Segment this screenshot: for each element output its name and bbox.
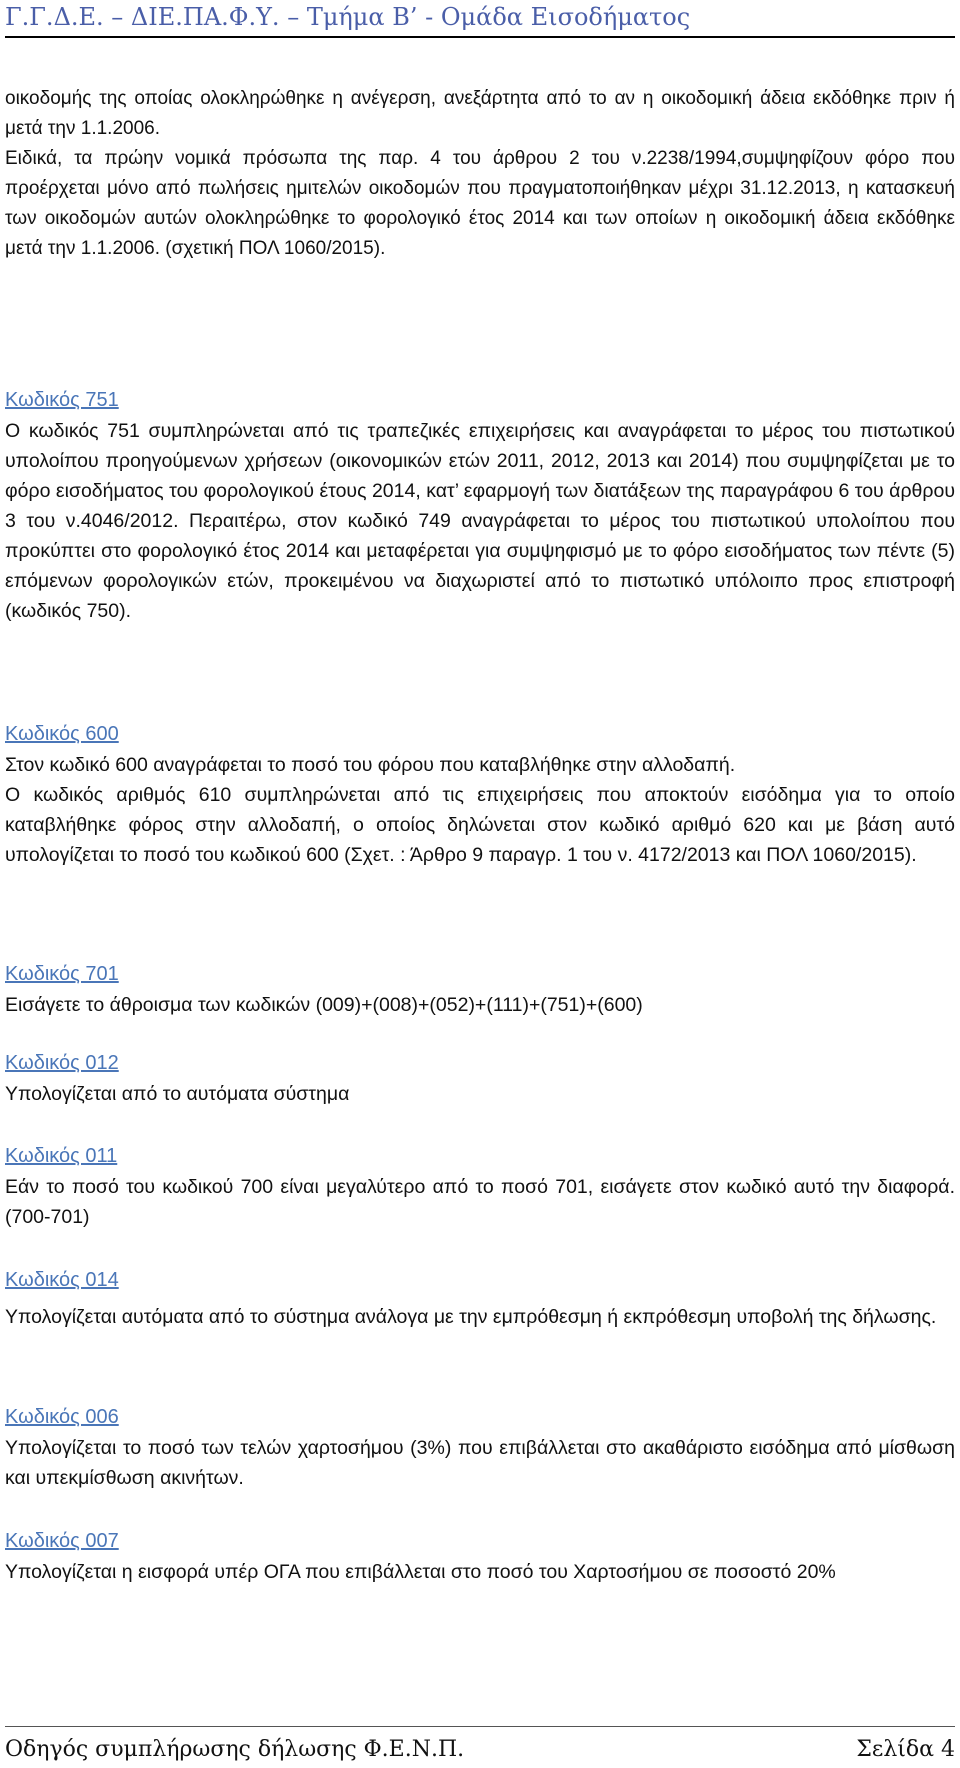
section-paragraph: Υπολογίζεται η εισφορά υπέρ ΟΓΑ που επιβάλλεται στο ποσό του Χαρτοσήμου σε ποσοστό 20% — [5, 1561, 836, 1583]
intro-paragraph: οικοδομής της οποίας ολοκληρώθηκε η ανέγερση, ανεξάρτητα από το αν η οικοδομική άδεια εκδόθηκε πριν ή μετά την 1.1.2006. — [5, 88, 955, 139]
footer-divider — [5, 1726, 955, 1727]
section-heading: Κωδικός 012 — [5, 1052, 119, 1074]
section-paragraph: Υπολογίζεται από το αυτόματα σύστημα — [5, 1083, 350, 1105]
footer-page-number: Σελίδα 4 — [856, 1737, 955, 1762]
section-paragraph: Ο κωδικός αριθμός 610 συμπληρώνεται από τις επιχειρήσεις που αποκτούν εισόδημα για το οποίο καταβλήθηκε φόρος στην αλλοδαπή, ο οποίος δηλώνεται στον κωδικό αριθμό 620 και με βάση αυτό υπολογίζεται το ποσό του κωδικού 600 (Σχετ. : Άρθρο 9 παραγρ. 1 του ν. 4172/2013 και ΠΟΛ 1060/2015). — [5, 784, 955, 866]
section-paragraph: Ο κωδικός 751 συμπληρώνεται από τις τραπεζικές επιχειρήσεις και αναγράφεται το μέρος του πιστωτικού υπολοίπου προηγούμενων χρήσεων (οικονομικών ετών 2011, 2012, 2013 και 2014) που συμψηφίζεται με το φόρο εισοδήματος του φορολογικού έτους 2014, κατ’ εφαρμογή των διατάξεων της παραγράφου 6 του άρθρου 3 του ν.4046/2012. Περαιτέρω, στον κωδικό 749 αναγράφεται το μέρος του πιστωτικού υπολοίπου που προκύπτει στο φορολογικό έτος 2014 και μεταφέρεται για συμψηφισμό με το φόρο εισοδήματος των πέντε (5) επόμενων φορολογικών ετών, προκειμένου να διαχωριστεί από το πιστωτικό υπόλοιπο προς επιστροφή (κωδικός 750). — [5, 420, 955, 622]
section-heading: Κωδικός 014 — [5, 1269, 119, 1291]
footer-document-title: Οδηγός συμπλήρωσης δήλωσης Φ.Ε.Ν.Π. — [5, 1737, 465, 1762]
section-heading: Κωδικός 007 — [5, 1530, 119, 1552]
section-heading: Κωδικός 600 — [5, 723, 119, 745]
section-paragraph: Στον κωδικό 600 αναγράφεται το ποσό του φόρου που καταβλήθηκε στην αλλοδαπή. — [5, 754, 736, 776]
section-paragraph: Υπολογίζεται το ποσό των τελών χαρτοσήμου (3%) που επιβάλλεται στο ακαθάριστο εισόδημα από μίσθωση και υπεκμίσθωση ακινήτων. — [5, 1437, 955, 1489]
page-header: Γ.Γ.Δ.Ε. – ΔΙΕ.ΠΑ.Φ.Υ. – Τμήμα Β’ - Ομάδα Εισοδήματος — [5, 3, 691, 31]
header-divider — [5, 36, 955, 38]
section-heading: Κωδικός 006 — [5, 1406, 119, 1428]
section-heading: Κωδικός 011 — [5, 1145, 118, 1167]
section-heading: Κωδικός 751 — [5, 389, 119, 411]
intro-paragraph: Ειδικά, τα πρώην νομικά πρόσωπα της παρ. 4 του άρθρου 2 του ν.2238/1994,συμψηφίζουν φόρο που προέρχεται μόνο από πωλήσεις ημιτελών οικοδομών που πραγματοποιήθηκαν μέχρι 31.12.2013, η κατασκευή των οικοδομών αυτών ολοκληρώθηκε το φορολογικό έτος 2014 και των οποίων η οικοδομική άδεια εκδόθηκε μετά την 1.1.2006. (σχετική ΠΟΛ 1060/2015). — [5, 148, 955, 259]
section-paragraph: Υπολογίζεται αυτόματα από το σύστημα ανάλογα με την εμπρόθεσμη ή εκπρόθεσμη υποβολή της δήλωσης. — [5, 1306, 937, 1328]
section-paragraph: Εάν το ποσό του κωδικού 700 είναι μεγαλύτερο από το ποσό 701, εισάγετε στον κωδικό αυτό την διαφορά. (700-701) — [5, 1176, 955, 1228]
section-heading: Κωδικός 701 — [5, 963, 119, 985]
section-paragraph: Εισάγετε το άθροισμα των κωδικών (009)+(008)+(052)+(111)+(751)+(600) — [5, 994, 643, 1016]
